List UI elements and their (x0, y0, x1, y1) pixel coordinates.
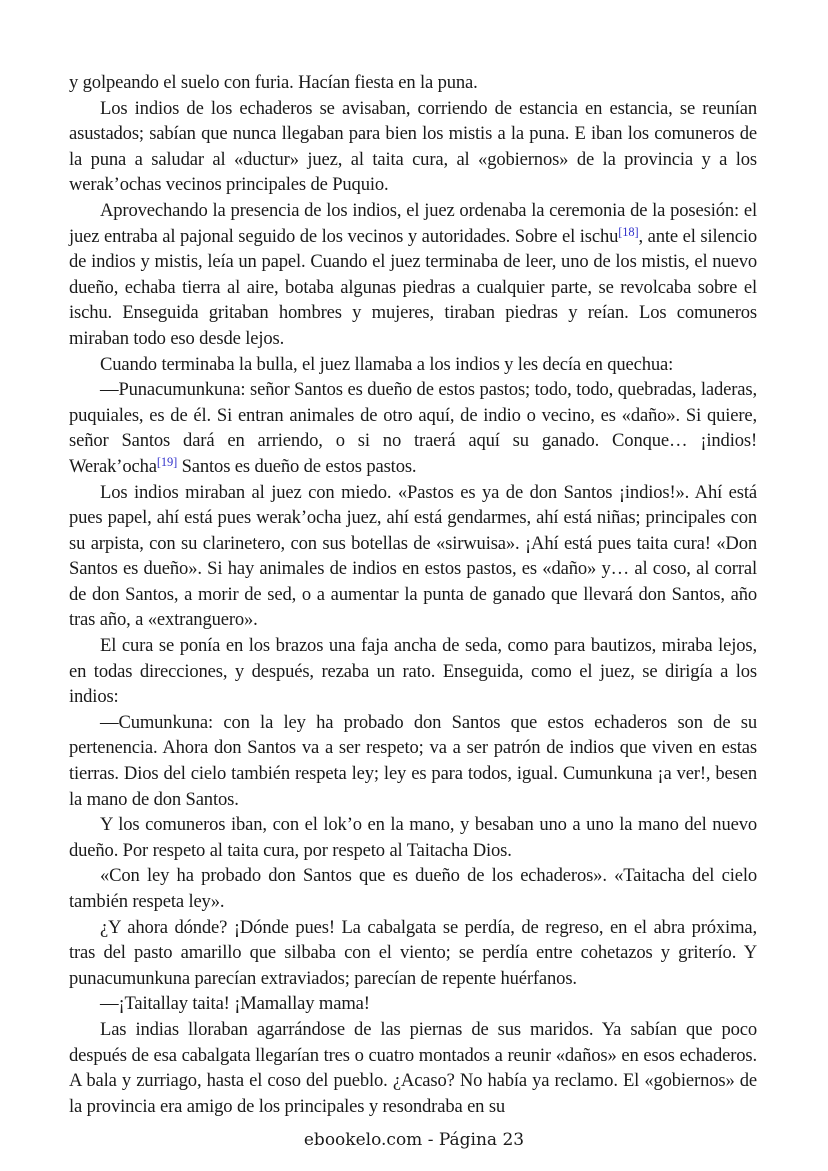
paragraph-text: Aprovechando la presencia de los indios, el juez ordenaba la ceremonia de la posesión: el juez entraba al pajonal seguido de los vecinos y autoridades. Sobre el ischu (69, 199, 757, 247)
paragraph-text: Las indias lloraban agarrándose de las piernas de sus maridos. Ya sabían que poco después de esa cabalgata llegarían tres o cuatro montados a reunir «daños» en esos echaderos. A bala y zurriago, hasta el coso del pueblo. ¿Acaso? No había ya reclamo. El «gobiernos» de la provincia era amigo de los principales y resondraba en su (69, 1018, 757, 1117)
paragraph (69, 633, 757, 710)
paragraph (69, 863, 757, 914)
paragraph (69, 915, 757, 992)
footnote-link-19[interactable]: [19] (156, 454, 178, 469)
paragraph-text: —Cumunkuna: con la ley ha probado don Santos que estos echaderos son de su pertenencia. Ahora don Santos va a ser respeto; va a ser patrón de indios que viven en estas tierras. Dios del cielo también respeta ley; ley es para todos, igual. Cumunkuna ¡a ver!, besen la mano de don Santos. (69, 711, 757, 810)
paragraph (69, 198, 757, 352)
paragraph-text: «Con ley ha probado don Santos que es dueño de los echaderos». «Taitacha del cielo también respeta ley». (69, 865, 757, 912)
paragraph (69, 1017, 757, 1119)
paragraph (69, 991, 757, 1017)
paragraph (69, 710, 757, 812)
paragraph (69, 96, 757, 198)
paragraph-text: ¿Y ahora dónde? ¡Dónde pues! La cabalgata se perdía, de regreso, en el abra próxima, tras del pasto amarillo que silbaba con el viento; se perdía entre cohetazos y griterío. Y punacumunkuna parecían extraviados; parecían de repente huérfanos. (69, 916, 757, 989)
paragraph (69, 812, 757, 863)
paragraph (69, 480, 757, 634)
paragraph-text: Los indios miraban al juez con miedo. «Pastos es ya de don Santos ¡indios!». Ahí está pues papel, ahí está pues werak’ocha juez, ahí está gendarmes, ahí está niñas; principales con su arpista, con su clarinetero, con sus botellas de «sirwuisa». ¡Ahí está pues taita cura! «Don Santos es dueño». Si hay animales de indios en estos pastos, es «daño» y… al coso, al corral de don Santos, a morir de sed, o a aumentar la punta de ganado que llevará don Santos, año tras año, a «extranguero». (69, 481, 757, 631)
paragraph (69, 70, 757, 96)
paragraph-text: Y los comuneros iban, con el lok’o en la mano, y besaban uno a uno la mano del nuevo dueño. Por respeto al taita cura, por respeto al Taitacha Dios. (69, 814, 757, 861)
paragraph-text: —Punacumunkuna: señor Santos es dueño de estos pastos; todo, todo, quebradas, laderas, puquiales, es de él. Si entran animales de otro aquí, de indio o vecino, es «daño». Si quiere, señor Santos dará en arriendo, o si no traerá aquí su ganado. Conque… ¡indios! Werak’ocha (69, 379, 757, 477)
paragraph-text: —¡Taitallay taita! ¡Mamallay mama! (100, 993, 370, 1015)
paragraph-text: y golpeando el suelo con furia. Hacían fiesta en la puna. (69, 72, 478, 93)
paragraph (69, 377, 757, 479)
paragraph-text: El cura se ponía en los brazos una faja ancha de seda, como para bautizos, miraba lejos, en todas direcciones, y después, rezaba un rato. Enseguida, como el juez, se dirigía a los indios: (69, 635, 757, 708)
paragraph-text: Cuando terminaba la bulla, el juez llamaba a los indios y les decía en quechua: (100, 353, 674, 375)
page-footer: ebookelo.com - Página 23 (303, 1130, 525, 1150)
paragraph (69, 352, 757, 378)
page-body (69, 70, 757, 1119)
paragraph-text: , ante el silencio de indios y mistis, leía un papel. Cuando el juez terminaba de leer, uno de los mistis, el nuevo dueño, echaba tierra al aire, botaba algunas piedras a cualquier parte, se revolcaba sobre el ischu. Enseguida gritaban hombres y mujeres, tiraban piedras y reían. Los comuneros miraban todo eso desde lejos. (69, 225, 757, 349)
footnote-link-18[interactable]: [18] (618, 224, 639, 239)
paragraph-text: Santos es dueño de estos pastos. (177, 455, 417, 477)
paragraph-text: Los indios de los echaderos se avisaban, corriendo de estancia en estancia, se reunían asustados; sabían que nunca llegaban para bien los mistis a la puna. E iban los comuneros de la puna a saludar al «ductur» juez, al taita cura, al «gobiernos» de la provincia y a los werak’ochas vecinos principales de Puquio. (69, 97, 757, 196)
